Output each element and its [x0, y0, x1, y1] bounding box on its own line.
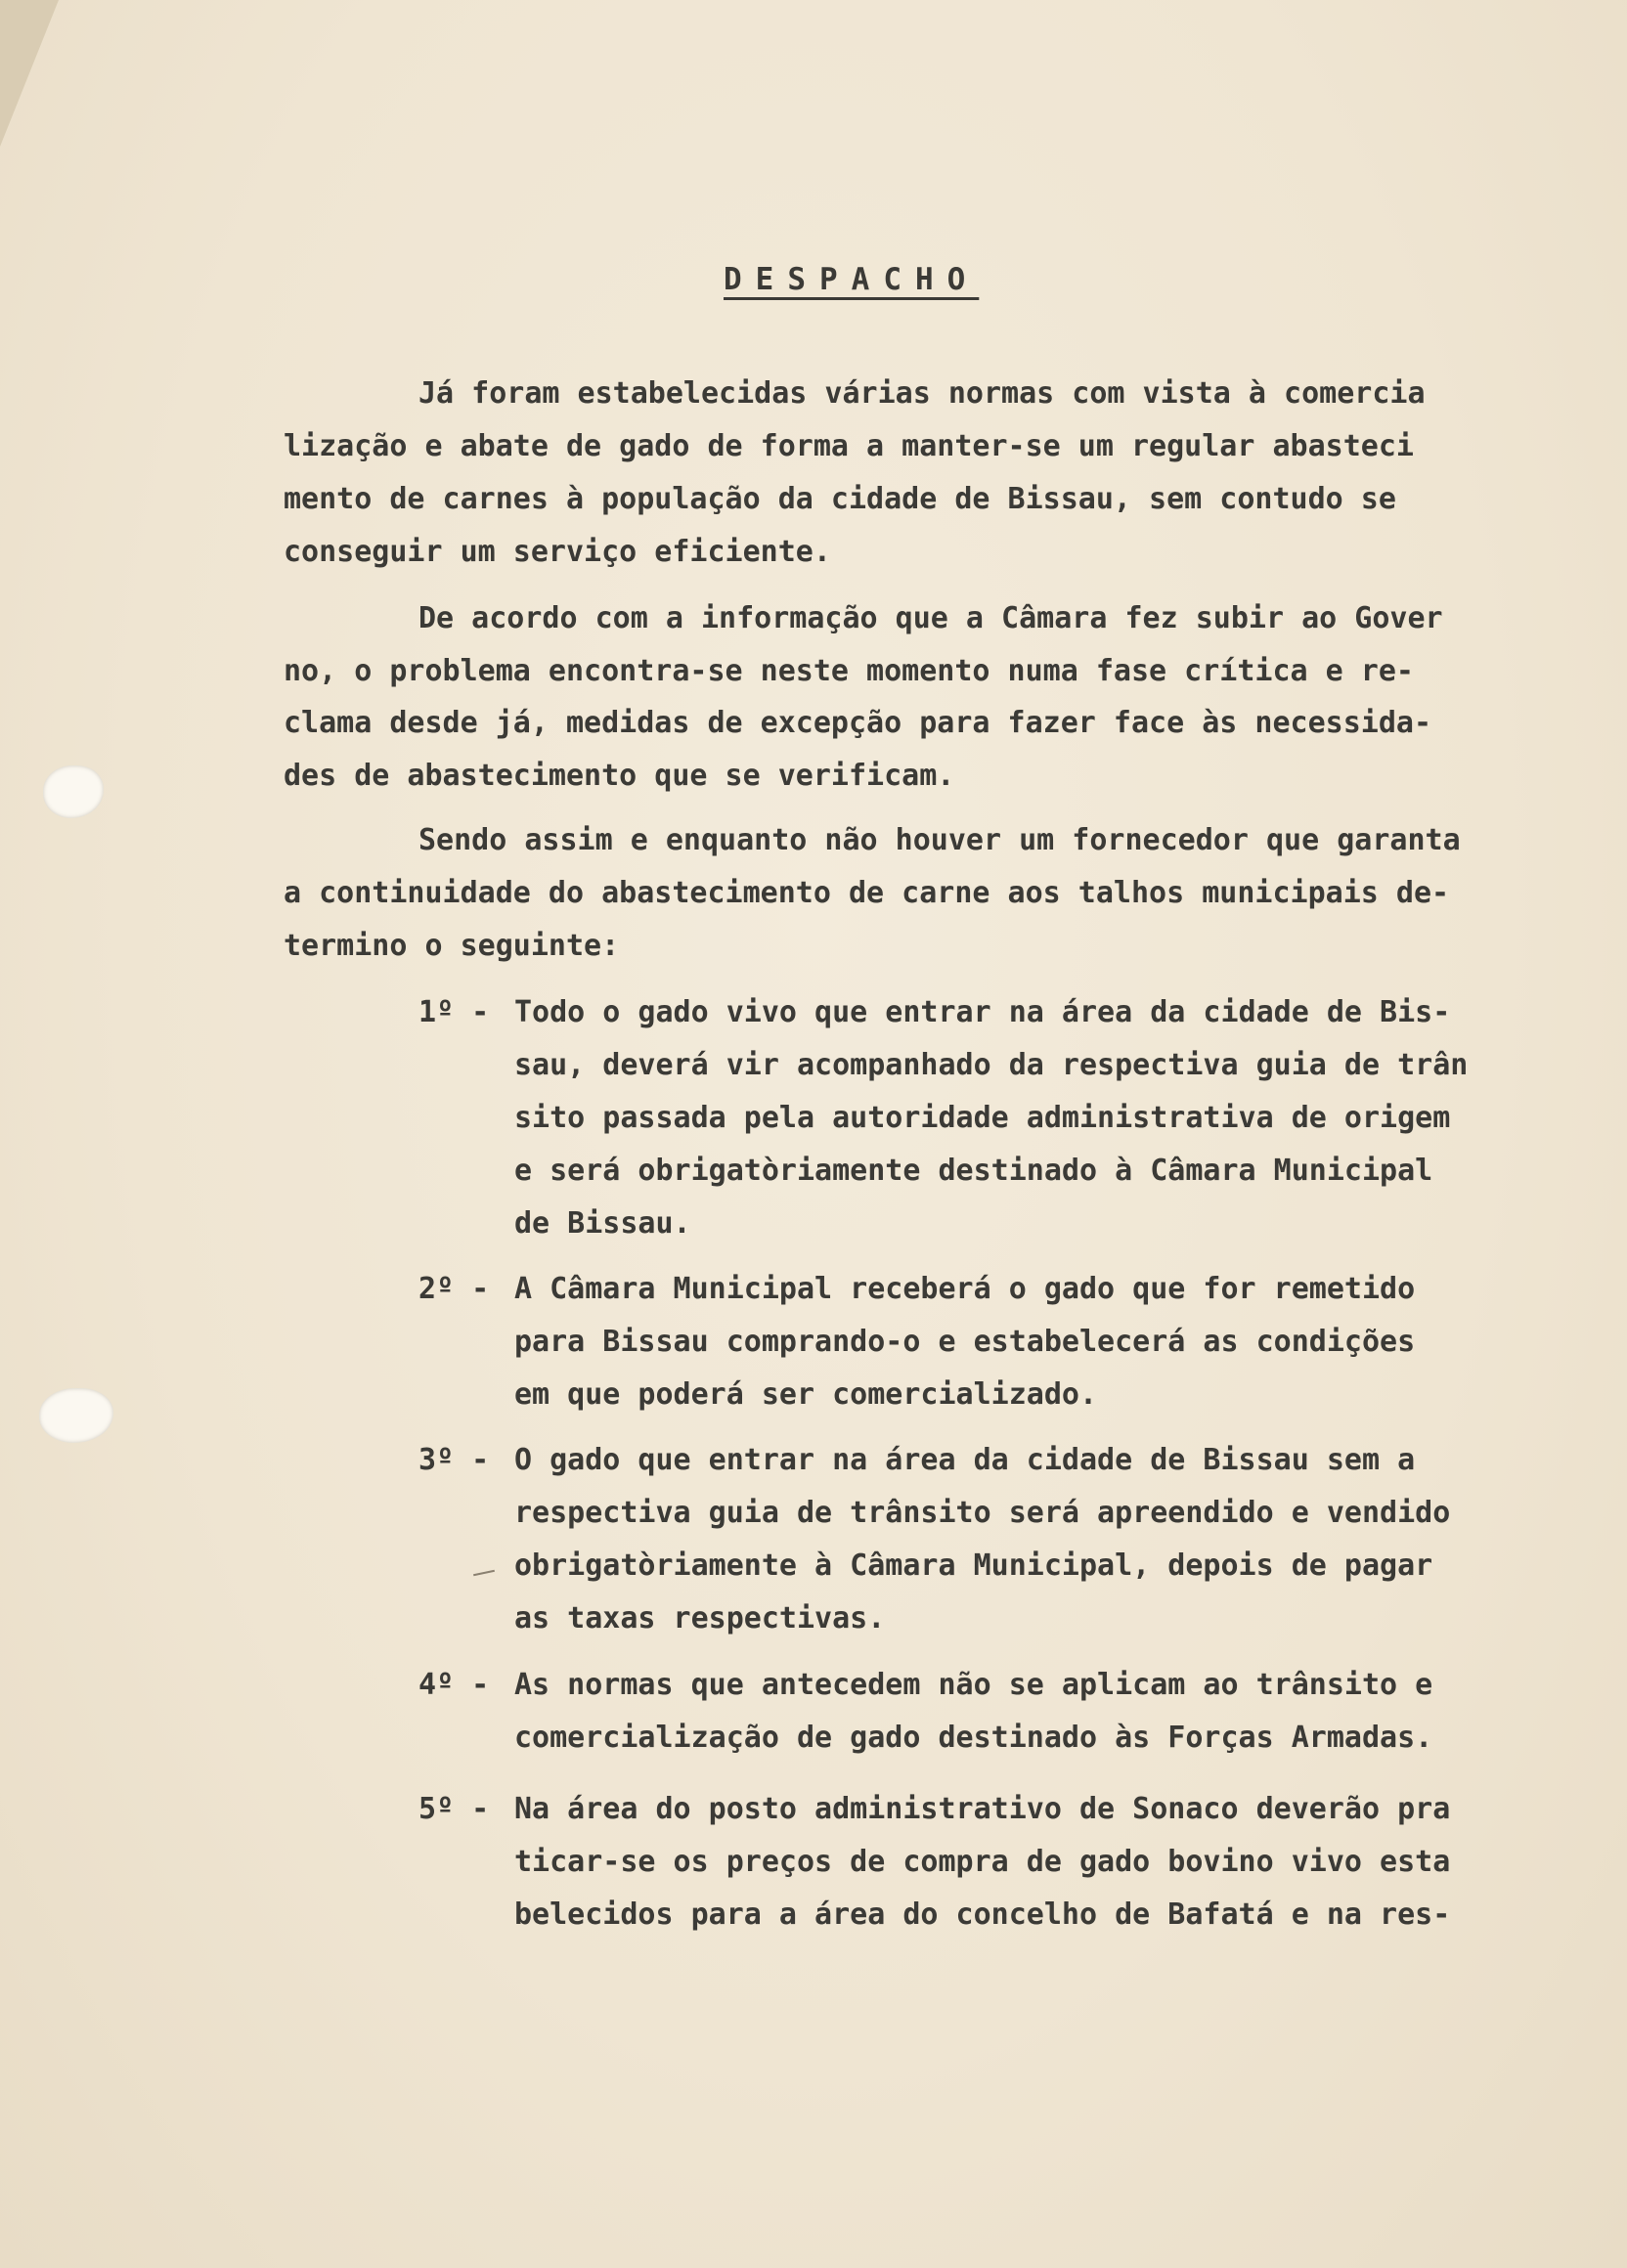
- pencil-mark: [473, 1570, 495, 1577]
- item-1-line-2: sau, deverá vir acompanhado da respectiva guia de trân: [514, 1048, 1469, 1082]
- item-5-line-1: Na área do posto administrativo de Sonaco deverão pra: [514, 1792, 1451, 1826]
- folded-corner: [0, 0, 59, 147]
- paragraph-1-line-1: Já foram estabelecidas várias normas com vista à comercia: [418, 376, 1426, 411]
- item-1-line-3: sito passada pela autoridade administrativa de origem: [514, 1101, 1451, 1135]
- item-2-line-3: em que poderá ser comercializado.: [514, 1377, 1098, 1412]
- item-3-number: 3º -: [418, 1443, 490, 1477]
- paragraph-3-line-1: Sendo assim e enquanto não houver um fornecedor que garanta: [418, 823, 1461, 857]
- paragraph-2-line-2: no, o problema encontra-se neste momento numa fase crítica e re-: [284, 654, 1414, 688]
- item-4-line-2: comercialização de gado destinado às Forças Armadas.: [514, 1721, 1433, 1755]
- paragraph-3-line-2: a continuidade do abastecimento de carne aos talhos municipais de-: [284, 876, 1450, 910]
- item-3-line-2: respectiva guia de trânsito será apreendido e vendido: [514, 1496, 1451, 1530]
- paragraph-1-line-4: conseguir um serviço eficiente.: [284, 535, 831, 569]
- punch-hole-upper: [43, 765, 104, 818]
- item-5-line-3: belecidos para a área do concelho de Bafatá e na res-: [514, 1897, 1451, 1932]
- paragraph-2-line-3: clama desde já, medidas de excepção para fazer face às necessida-: [284, 706, 1431, 740]
- item-2-line-2: para Bissau comprando-o e estabelecerá as condições: [514, 1325, 1416, 1359]
- item-3-line-4: as taxas respectivas.: [514, 1601, 886, 1636]
- item-2-number: 2º -: [418, 1272, 490, 1306]
- item-5-number: 5º -: [418, 1792, 490, 1826]
- item-1-line-4: e será obrigatòriamente destinado à Câmara Municipal: [514, 1154, 1433, 1188]
- item-3-line-1: O gado que entrar na área da cidade de Bissau sem a: [514, 1443, 1416, 1477]
- item-4-number: 4º -: [418, 1668, 490, 1702]
- item-3-line-3: obrigatòriamente à Câmara Municipal, depois de pagar: [514, 1548, 1433, 1583]
- paragraph-2-line-4: des de abastecimento que se verificam.: [284, 759, 955, 793]
- paragraph-3-line-3: termino o seguinte:: [284, 929, 620, 963]
- punch-hole-lower: [39, 1388, 113, 1443]
- document-title: DESPACHO: [724, 262, 980, 297]
- paragraph-2-line-1: De acordo com a informação que a Câmara fez subir ao Gover: [418, 601, 1443, 635]
- item-2-line-1: A Câmara Municipal receberá o gado que for remetido: [514, 1272, 1416, 1306]
- item-1-line-5: de Bissau.: [514, 1206, 691, 1241]
- item-5-line-2: ticar-se os preços de compra de gado bovino vivo esta: [514, 1845, 1451, 1879]
- item-4-line-1: As normas que antecedem não se aplicam ao trânsito e: [514, 1668, 1433, 1702]
- item-1-line-1: Todo o gado vivo que entrar na área da cidade de Bis-: [514, 995, 1451, 1029]
- paragraph-1-line-2: lização e abate de gado de forma a manter-se um regular abasteci: [284, 429, 1414, 463]
- paragraph-1-line-3: mento de carnes à população da cidade de Bissau, sem contudo se: [284, 482, 1396, 516]
- item-1-number: 1º -: [418, 995, 490, 1029]
